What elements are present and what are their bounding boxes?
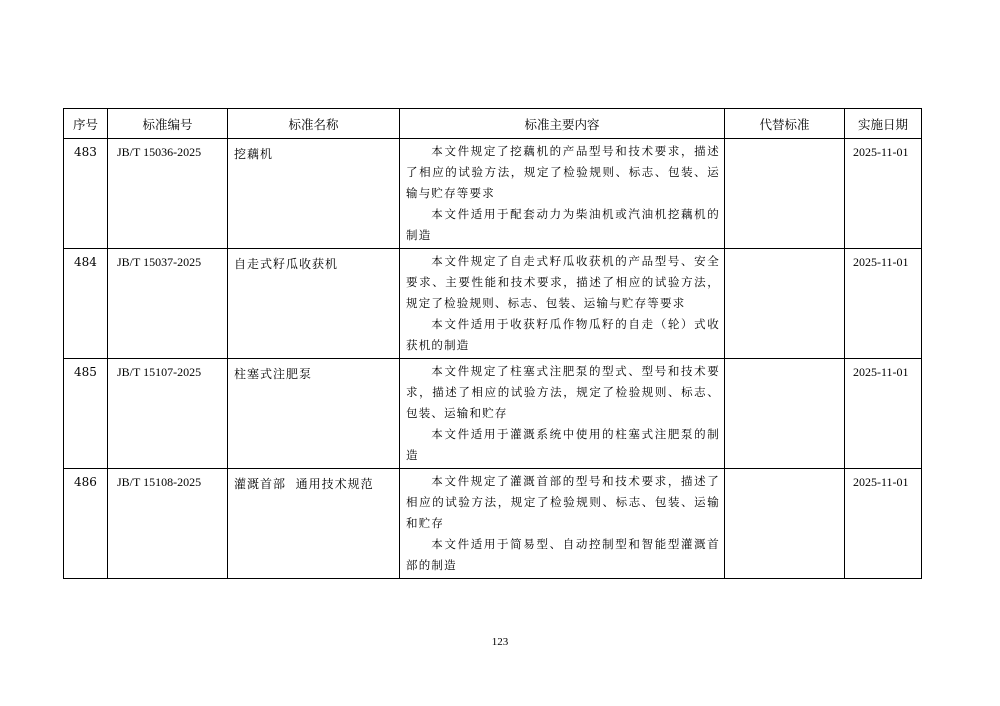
cell-replaces bbox=[725, 469, 845, 579]
header-row bbox=[64, 109, 922, 139]
table-row bbox=[64, 139, 922, 249]
header-replaces: 代替标准 bbox=[725, 109, 845, 139]
cell-replaces bbox=[725, 249, 845, 359]
table-row bbox=[64, 359, 922, 469]
header-seq: 序号 bbox=[64, 109, 108, 139]
cell-seq: 485 bbox=[64, 359, 108, 469]
header-content: 标准主要内容 bbox=[400, 109, 725, 139]
content-paragraph: 本文件适用于收获籽瓜作物瓜籽的自走（轮）式收获机的制造 bbox=[406, 317, 720, 352]
table-row bbox=[64, 249, 922, 359]
cell-code: JB/T 15037-2025 bbox=[108, 249, 228, 359]
cell-content bbox=[400, 469, 725, 579]
header-date: 实施日期 bbox=[845, 109, 922, 139]
page-number: 123 bbox=[491, 636, 509, 648]
cell-date: 2025-11-01 bbox=[845, 469, 922, 579]
content-paragraph: 本文件规定了挖藕机的产品型号和技术要求，描述了相应的试验方法，规定了检验规则、标志、包装、运输与贮存等要求 bbox=[406, 144, 720, 200]
cell-code: JB/T 15036-2025 bbox=[108, 139, 228, 249]
header-code: 标准编号 bbox=[108, 109, 228, 139]
cell-name: 灌溉首部 通用技术规范 bbox=[228, 469, 400, 579]
cell-date: 2025-11-01 bbox=[845, 359, 922, 469]
cell-replaces bbox=[725, 139, 845, 249]
table-row bbox=[64, 469, 922, 579]
content-paragraph: 本文件规定了灌溉首部的型号和技术要求，描述了相应的试验方法，规定了检验规则、标志、包装、运输和贮存 bbox=[406, 474, 720, 530]
cell-name: 柱塞式注肥泵 bbox=[228, 359, 400, 469]
header-name: 标准名称 bbox=[228, 109, 400, 139]
content-paragraph: 本文件规定了自走式籽瓜收获机的产品型号、安全要求、主要性能和技术要求，描述了相应的试验方法，规定了检验规则、标志、包装、运输与贮存等要求 bbox=[406, 254, 720, 310]
cell-name: 挖藕机 bbox=[228, 139, 400, 249]
content-paragraph: 本文件适用于配套动力为柴油机或汽油机挖藕机的制造 bbox=[406, 207, 720, 242]
content-paragraph: 本文件规定了柱塞式注肥泵的型式、型号和技术要求，描述了相应的试验方法，规定了检验规则、标志、包装、运输和贮存 bbox=[406, 364, 720, 420]
content-paragraph: 本文件适用于灌溉系统中使用的柱塞式注肥泵的制造 bbox=[406, 427, 720, 462]
cell-code: JB/T 15107-2025 bbox=[108, 359, 228, 469]
cell-code: JB/T 15108-2025 bbox=[108, 469, 228, 579]
standards-table bbox=[63, 108, 922, 579]
cell-seq: 484 bbox=[64, 249, 108, 359]
cell-seq: 483 bbox=[64, 139, 108, 249]
cell-content bbox=[400, 249, 725, 359]
cell-name: 自走式籽瓜收获机 bbox=[228, 249, 400, 359]
cell-content bbox=[400, 359, 725, 469]
cell-seq: 486 bbox=[64, 469, 108, 579]
content-paragraph: 本文件适用于简易型、自动控制型和智能型灌溉首部的制造 bbox=[406, 537, 720, 572]
cell-content bbox=[400, 139, 725, 249]
cell-date: 2025-11-01 bbox=[845, 249, 922, 359]
cell-replaces bbox=[725, 359, 845, 469]
cell-date: 2025-11-01 bbox=[845, 139, 922, 249]
